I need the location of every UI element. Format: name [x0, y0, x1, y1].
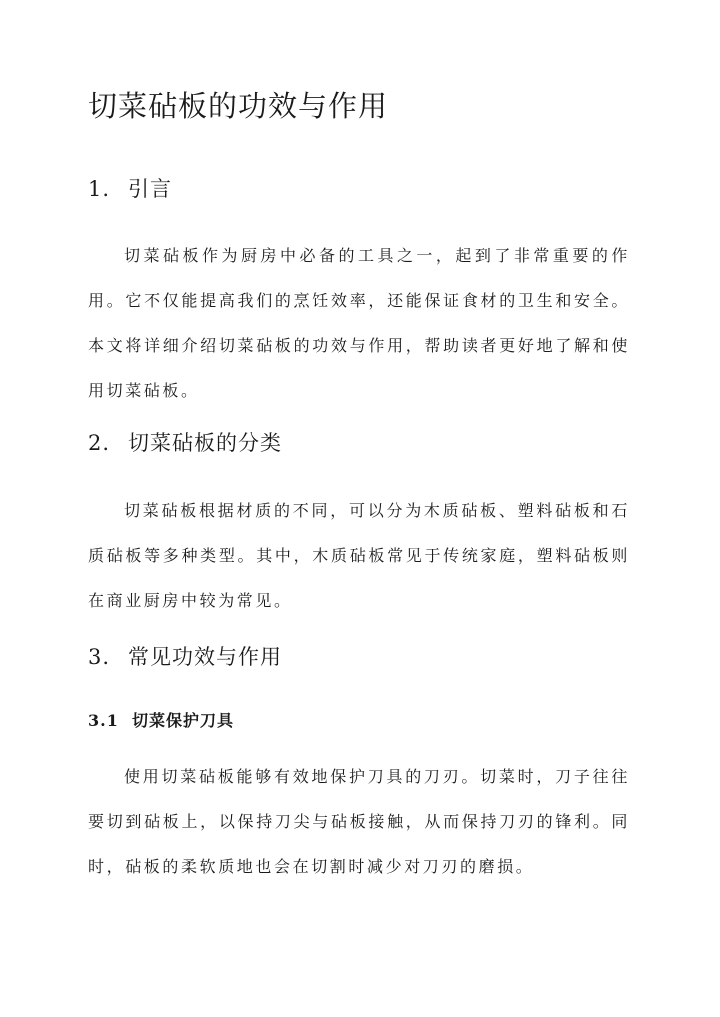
section-paragraph-introduction: 切菜砧板作为厨房中必备的工具之一，起到了非常重要的作用。它不仅能提高我们的烹饪效率，还能保证食材的卫生和安全。本文将详细介绍切菜砧板的功效与作用，帮助读者更好地了解和使用切菜砧板。 [88, 246, 630, 400]
section-title: 切菜砧板的分类 [128, 431, 282, 455]
section-number: 2. [88, 431, 111, 455]
section-heading-classification [88, 428, 282, 458]
subsection-paragraph-knife-protection: 使用切菜砧板能够有效地保护刀具的刀刃。切菜时，刀子往往要切到砧板上，以保持刀尖与砧板接触，从而保持刀刃的锋利。同时，砧板的柔软质地也会在切割时减少对刀刃的磨损。 [88, 767, 630, 876]
section-title: 常见功效与作用 [128, 645, 282, 669]
section-number: 3. [88, 645, 111, 669]
document-title: 切菜砧板的功效与作用 [88, 89, 389, 123]
section-paragraph-classification: 切菜砧板根据材质的不同，可以分为木质砧板、塑料砧板和石质砧板等多种类型。其中，木质砧板常见于传统家庭，塑料砧板则在商业厨房中较为常见。 [88, 501, 630, 610]
section-heading-introduction [88, 174, 172, 204]
subsection-title: 切菜保护刀具 [132, 711, 235, 730]
section-title: 引言 [128, 177, 172, 201]
subsection-heading-knife-protection [88, 709, 234, 733]
section-heading-functions [88, 642, 282, 672]
subsection-number: 3.1 [88, 711, 119, 730]
section-number: 1. [88, 177, 111, 201]
